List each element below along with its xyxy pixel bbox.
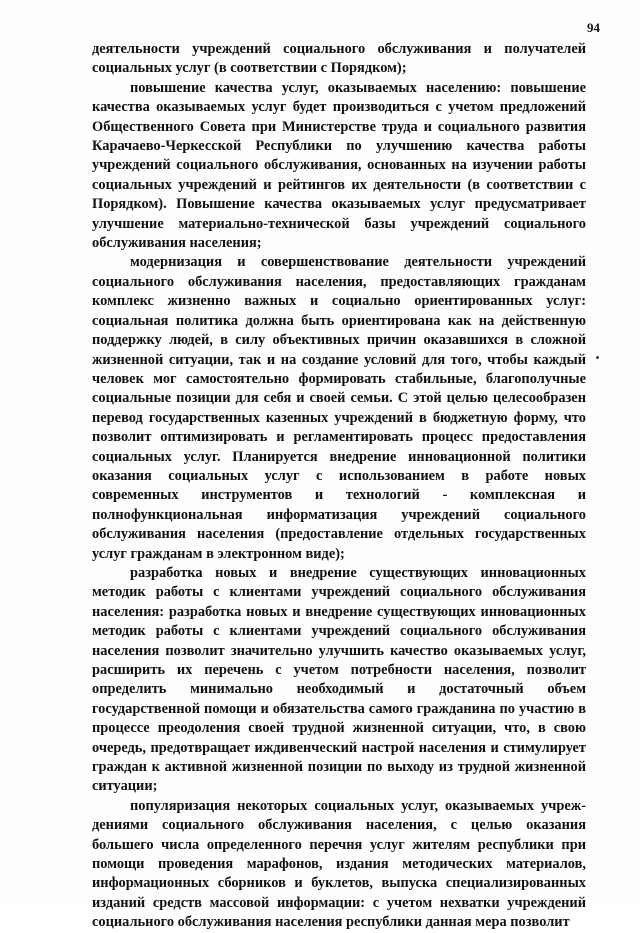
paragraph-5: популяризация некоторых социальных услуг, оказываемых учреждениями социального обслуживания населения, с целью оказания большего числа определенного перечня услуг жителям республики при помощи проведения марафонов, издания методических материалов, информационных сборников и буклетов, выпуска специализированных изданий средств массовой информации: с учетом нехватки учреждений социального обслуживания населения республики данная мера позволит [92,797,586,931]
scan-speck [596,356,599,359]
page-number: 94 [587,20,600,35]
paragraph-1: деятельности учреждений социального обслуживания и получателей социальных услуг (в соответствии с Порядком); [92,41,586,77]
paragraph-4: разработка новых и внедрение существующих инновационных методик работы с клиентами учреждений социального обслуживания населения: разработка новых и внедрение существующих инновационных методик работы с клиентами учреждений социального обслуживания населения позволит значительно улучшить качество оказываемых услуг, расширить их перечень с учетом потребности населения, позволит определить минимально необходимый и достаточный объем государственной помощи и обязательства самого гражданина по участию в процессе преодоления своей трудной жизненной ситуации, что, в свою очередь, предотвращает иждивенческий настрой населения и стимулирует граждан к активной жизненной позиции по выходу из трудной жизненной ситуации; [92,564,586,795]
paragraph-3: модернизация и совершенствование деятельности учреждений социального обслуживания населения, предоставляющих гражданам комплекс жизненно важных и социально ориентированных услуг: социальная политика должна быть ориентирована как на действенную поддержку людей, в силу объективных причин оказавшихся в сложной жизненной ситуации, так и на создание условий для того, чтобы каждый человек мог самостоятельно формировать стабильные, благополучные социальные позиции для себя и своей семьи. С этой целью целесообразен перевод государственных казенных учреждений в бюджетную форму, что позволит оптимизировать и регламентировать процесс предоставления социальных услуг. Планируется внедрение инновационной политики оказания социальных услуг с использованием в работе новых современных инструментов и технологий - комплексная и полнофункциональная информатизация учреждений социального обслуживания населения (предоставление отдельных государственных услуг гражданам в электронном виде); [92,254,586,562]
body-text [92,40,586,933]
paragraph-2: повышение качества услуг, оказываемых населению: повышение качества оказываемых услуг будет производиться с учетом предложений Общественного Совета при Министерстве труда и социального развития Карачаево-Черкесской Республики по улучшению качества работы учреждений социального обслуживания, основанных на изучении работы социальных учреждений и рейтингов их деятельности (в соответствии с Порядком). Повышение качества оказываемых услуг предусматривает улучшение материально-технической базы учреждений социального обслуживания населения; [92,79,586,252]
